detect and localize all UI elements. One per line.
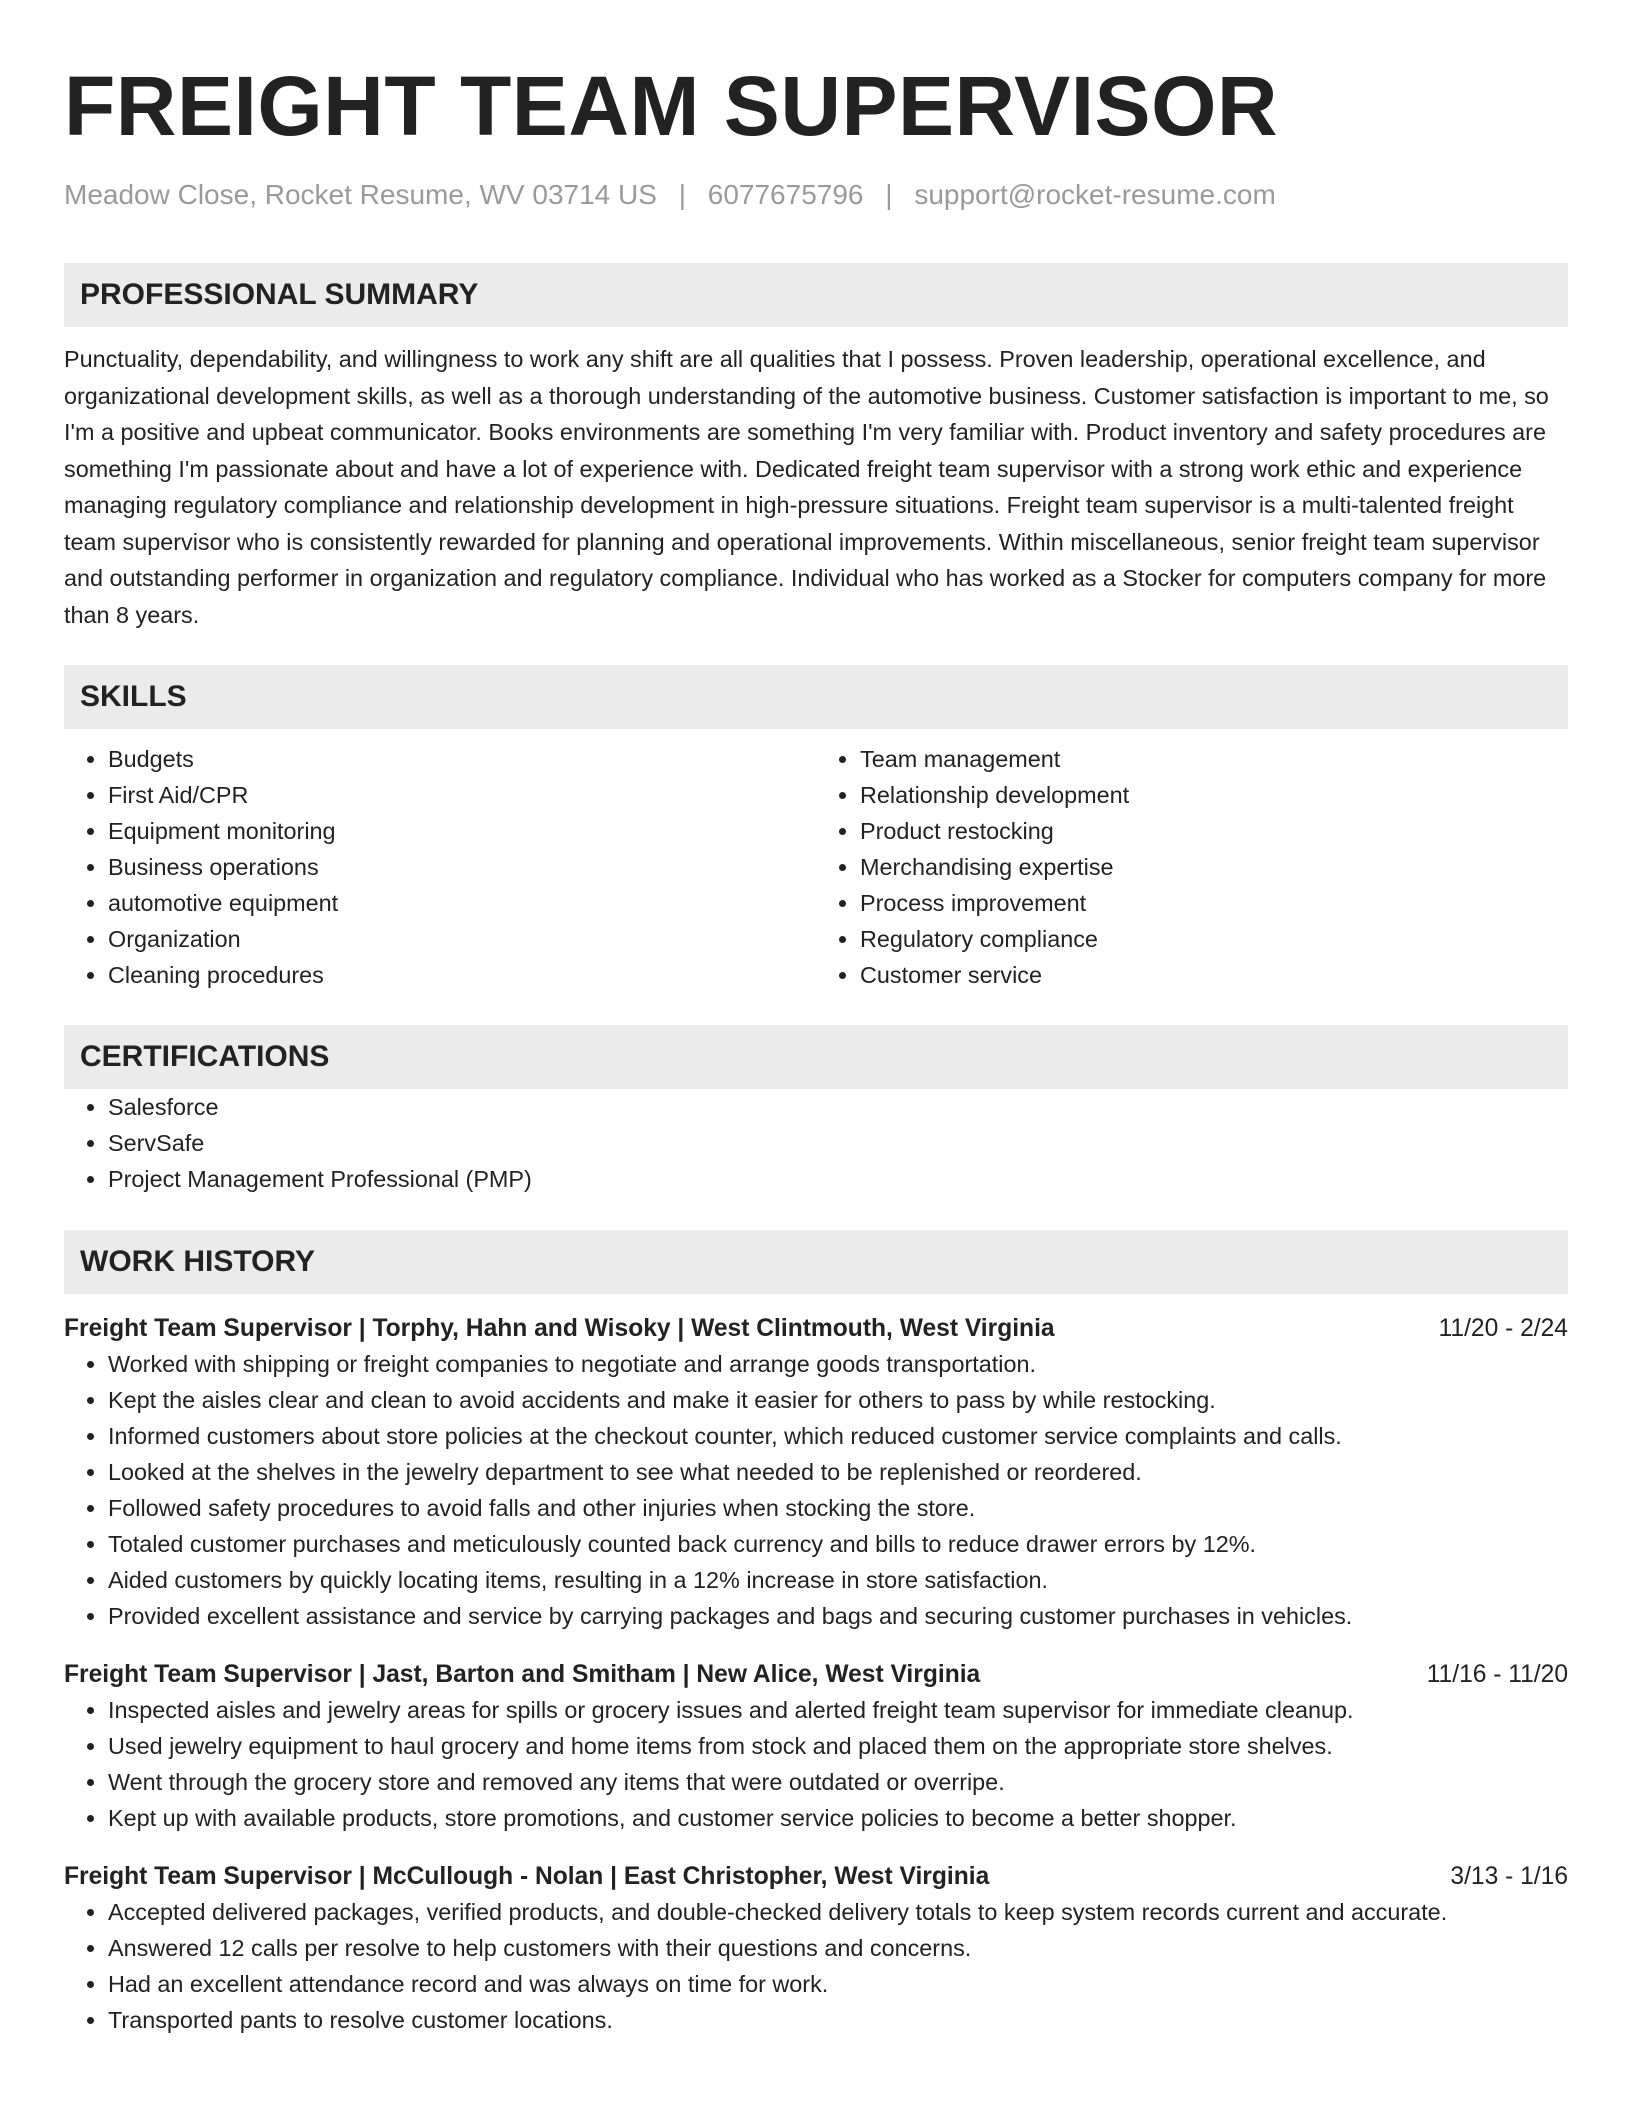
certifications-heading: CERTIFICATIONS	[64, 1025, 1568, 1089]
job-bullet: • Looked at the shelves in the jewelry department to see what needed to be replenished or reordered.	[108, 1454, 1568, 1490]
job-entry	[64, 1860, 1568, 2038]
job-bullet: • Followed safety procedures to avoid falls and other injuries when stocking the store.	[108, 1490, 1568, 1526]
contact-separator: |	[885, 179, 893, 210]
job-dates: 3/13 - 1/16	[1450, 1863, 1568, 1890]
job-bullet: • Kept the aisles clear and clean to avoid accidents and make it easier for others to pass by while restocking.	[108, 1382, 1568, 1418]
skills-right-list	[816, 741, 1568, 993]
skill-item: • Organization	[108, 921, 816, 957]
skills-left-list	[64, 741, 816, 993]
certifications-list	[64, 1089, 1568, 1197]
job-bullet: • Went through the grocery store and removed any items that were outdated or overripe.	[108, 1764, 1568, 1800]
skill-item: • Regulatory compliance	[860, 921, 1568, 957]
skill-item: • automotive equipment	[108, 885, 816, 921]
skill-item: • Business operations	[108, 849, 816, 885]
job-bullet: • Totaled customer purchases and meticulously counted back currency and bills to reduce drawer errors by 12%.	[108, 1526, 1568, 1562]
job-bullet: • Accepted delivered packages, verified products, and double-checked delivery totals to keep system records current and accurate.	[108, 1894, 1568, 1930]
contact-line	[64, 178, 1568, 212]
job-bullet: • Had an excellent attendance record and was always on time for work.	[108, 1966, 1568, 2002]
job-bullet-list	[64, 1894, 1568, 2038]
job-bullet: • Answered 12 calls per resolve to help customers with their questions and concerns.	[108, 1930, 1568, 1966]
job-bullet: • Informed customers about store policies at the checkout counter, which reduced customer service complaints and calls.	[108, 1418, 1568, 1454]
job-bullet: • Provided excellent assistance and service by carrying packages and bags and securing customer purchases in vehicles.	[108, 1598, 1568, 1634]
job-entry	[64, 1312, 1568, 1634]
job-bullet: • Used jewelry equipment to haul grocery and home items from stock and placed them on the appropriate store shelves.	[108, 1728, 1568, 1764]
summary-heading: PROFESSIONAL SUMMARY	[64, 263, 1568, 327]
job-bullet: • Inspected aisles and jewelry areas for spills or grocery issues and alerted freight team supervisor for immediate cleanup.	[108, 1692, 1568, 1728]
job-entry	[64, 1658, 1568, 1836]
skill-item: • Process improvement	[860, 885, 1568, 921]
contact-phone: 6077675796	[707, 179, 864, 210]
certification-item: • Salesforce	[108, 1089, 1568, 1125]
certification-item: • ServSafe	[108, 1125, 1568, 1161]
job-bullet: • Kept up with available products, store promotions, and customer service policies to become a better shopper.	[108, 1800, 1568, 1836]
skill-item: • First Aid/CPR	[108, 777, 816, 813]
skill-item: • Equipment monitoring	[108, 813, 816, 849]
contact-address: Meadow Close, Rocket Resume, WV 03714 US	[64, 179, 657, 210]
job-dates: 11/16 - 11/20	[1426, 1661, 1568, 1688]
job-dates: 11/20 - 2/24	[1438, 1315, 1568, 1342]
skill-item: • Team management	[860, 741, 1568, 777]
job-bullet: • Worked with shipping or freight companies to negotiate and arrange goods transportation.	[108, 1346, 1568, 1382]
resume-name: FREIGHT TEAM SUPERVISOR	[64, 59, 1279, 153]
skill-item: • Relationship development	[860, 777, 1568, 813]
job-title: Freight Team Supervisor | Jast, Barton and Smitham | New Alice, West Virginia	[64, 1661, 981, 1688]
skills-heading: SKILLS	[64, 665, 1568, 729]
job-title: Freight Team Supervisor | McCullough - Nolan | East Christopher, West Virginia	[64, 1863, 990, 1890]
job-header	[64, 1312, 1568, 1346]
skill-item: • Budgets	[108, 741, 816, 777]
contact-separator: |	[678, 179, 686, 210]
job-title: Freight Team Supervisor | Torphy, Hahn and Wisoky | West Clintmouth, West Virginia	[64, 1315, 1055, 1342]
job-bullet: • Aided customers by quickly locating items, resulting in a 12% increase in store satisfaction.	[108, 1562, 1568, 1598]
skill-item: • Merchandising expertise	[860, 849, 1568, 885]
skill-item: • Cleaning procedures	[108, 957, 816, 993]
skill-item: • Customer service	[860, 957, 1568, 993]
job-bullet: • Transported pants to resolve customer locations.	[108, 2002, 1568, 2038]
certification-item: • Project Management Professional (PMP)	[108, 1161, 1568, 1197]
job-bullet-list	[64, 1692, 1568, 1836]
job-header	[64, 1860, 1568, 1894]
job-bullet-list	[64, 1346, 1568, 1634]
contact-email: support@rocket-resume.com	[914, 179, 1276, 210]
job-header	[64, 1658, 1568, 1692]
summary-text: Punctuality, dependability, and willingness to work any shift are all qualities that I possess. Proven leadership, operational excellence, and organizational development skills, as well as a thorough understanding of the automotive business. Customer satisfaction is important to me, so I'm a positive and upbeat communicator. Books environments are something I'm very familiar with. Product inventory and safety procedures are something I'm passionate about and have a lot of experience with. Dedicated freight team supervisor with a strong work ethic and experience managing regulatory compliance and relationship development in high-pressure situations. Freight team supervisor is a multi-talented freight team supervisor who is consistently rewarded for planning and operational improvements. Within miscellaneous, senior freight team supervisor and outstanding performer in organization and regulatory compliance. Individual who has worked as a Stocker for computers company for more than 8 years.	[64, 346, 1549, 628]
work-history-heading: WORK HISTORY	[64, 1230, 1568, 1294]
skill-item: • Product restocking	[860, 813, 1568, 849]
skills-columns	[64, 741, 1568, 993]
